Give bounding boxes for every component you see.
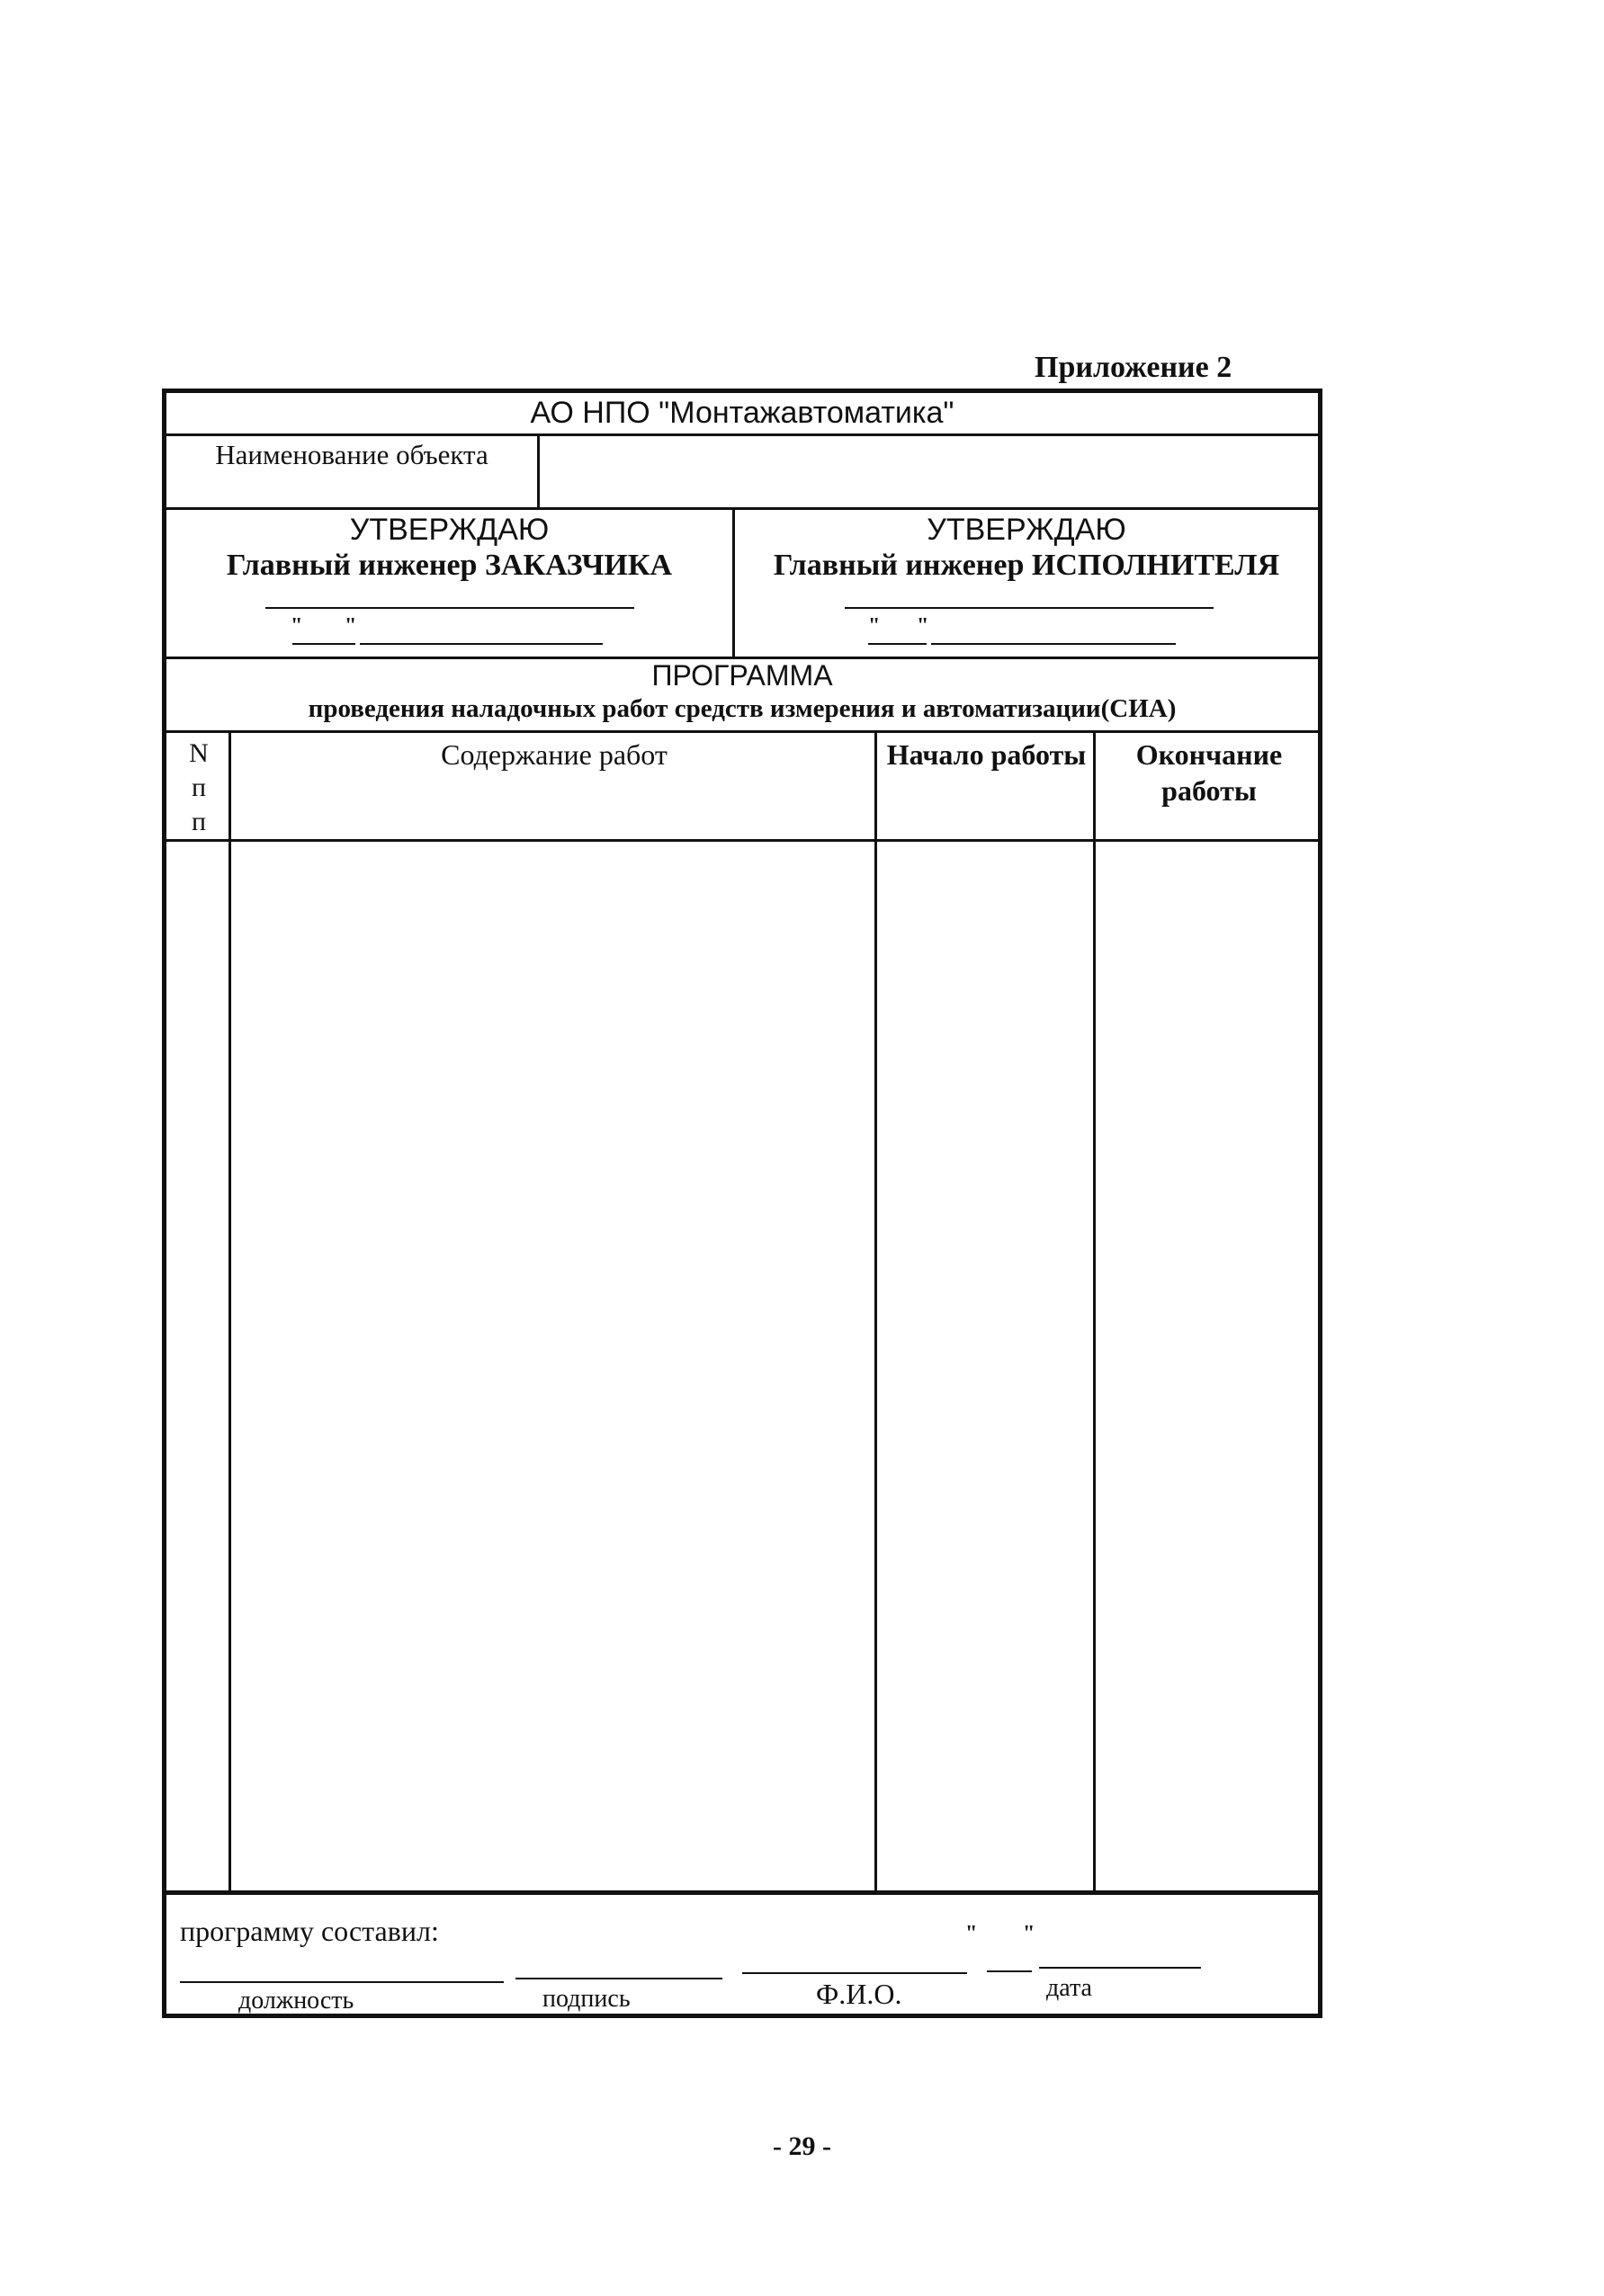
- work-table: [166, 733, 1318, 1895]
- customer-signature-line[interactable]: [265, 607, 634, 609]
- object-row: [166, 436, 1318, 510]
- name-label: Ф.И.О.: [816, 1978, 902, 2010]
- appendix-label: Приложение 2: [1035, 351, 1232, 384]
- program-subtitle: проведения наладочных работ средств измерения и автоматизации(СИА): [308, 694, 1177, 723]
- customer-date-quote-close: ": [345, 614, 357, 638]
- signature-line[interactable]: [515, 1978, 722, 1979]
- name-line[interactable]: [742, 1972, 967, 1974]
- object-name-field[interactable]: [540, 436, 1318, 507]
- content-column[interactable]: [231, 733, 877, 1890]
- header-number: N п п: [189, 738, 209, 836]
- end-column[interactable]: [1096, 733, 1318, 1890]
- footer-date-quote-close: ": [1023, 1922, 1035, 1945]
- position-label: должность: [238, 1987, 354, 2015]
- composed-by-label: программу составил:: [180, 1915, 439, 1947]
- number-column: [166, 733, 231, 1890]
- customer-approval-subtitle: Главный инженер ЗАКАЗЧИКА: [226, 549, 673, 582]
- program-title-row: [166, 659, 1318, 733]
- contractor-date-day-line[interactable]: [868, 643, 927, 645]
- organization-name: АО НПО "Монтажавтоматика": [530, 396, 954, 430]
- signature-label: подпись: [542, 1985, 631, 2013]
- contractor-approval-subtitle: Главный инженер ИСПОЛНИТЕЛЯ: [773, 549, 1280, 582]
- customer-approval-title: УТВЕРЖДАЮ: [349, 513, 550, 547]
- customer-date-day-line[interactable]: [292, 643, 355, 645]
- date-label: дата: [1046, 1974, 1092, 2002]
- footer-date-quote-open: ": [965, 1922, 978, 1945]
- header-end: Окончание работы: [1135, 738, 1283, 807]
- page-number: - 29 -: [773, 2131, 831, 2161]
- header-start: Начало работы: [886, 738, 1087, 771]
- organization-row: [166, 393, 1318, 436]
- contractor-date-month-line[interactable]: [931, 643, 1176, 645]
- table-header-divider: [166, 839, 1318, 842]
- program-title: ПРОГРАММА: [651, 659, 833, 692]
- contractor-approval-block: [735, 510, 1318, 657]
- header-content: Содержание работ: [441, 738, 668, 771]
- date-month-line[interactable]: [1039, 1967, 1201, 1969]
- footer-row: [166, 1895, 1318, 2023]
- contractor-signature-line[interactable]: [845, 607, 1214, 609]
- contractor-date-quote-open: ": [868, 614, 881, 638]
- object-name-label: Наименование объекта: [166, 436, 540, 507]
- start-column[interactable]: [877, 733, 1096, 1890]
- date-day-line[interactable]: [987, 1970, 1032, 1972]
- customer-date-quote-open: ": [291, 614, 303, 638]
- program-form: [162, 389, 1322, 2018]
- customer-date-month-line[interactable]: [360, 643, 603, 645]
- contractor-approval-title: УТВЕРЖДАЮ: [927, 513, 1126, 547]
- approval-row: [166, 510, 1318, 659]
- contractor-date-quote-close: ": [917, 614, 929, 638]
- position-line[interactable]: [180, 1981, 504, 1983]
- customer-approval-block: [166, 510, 735, 657]
